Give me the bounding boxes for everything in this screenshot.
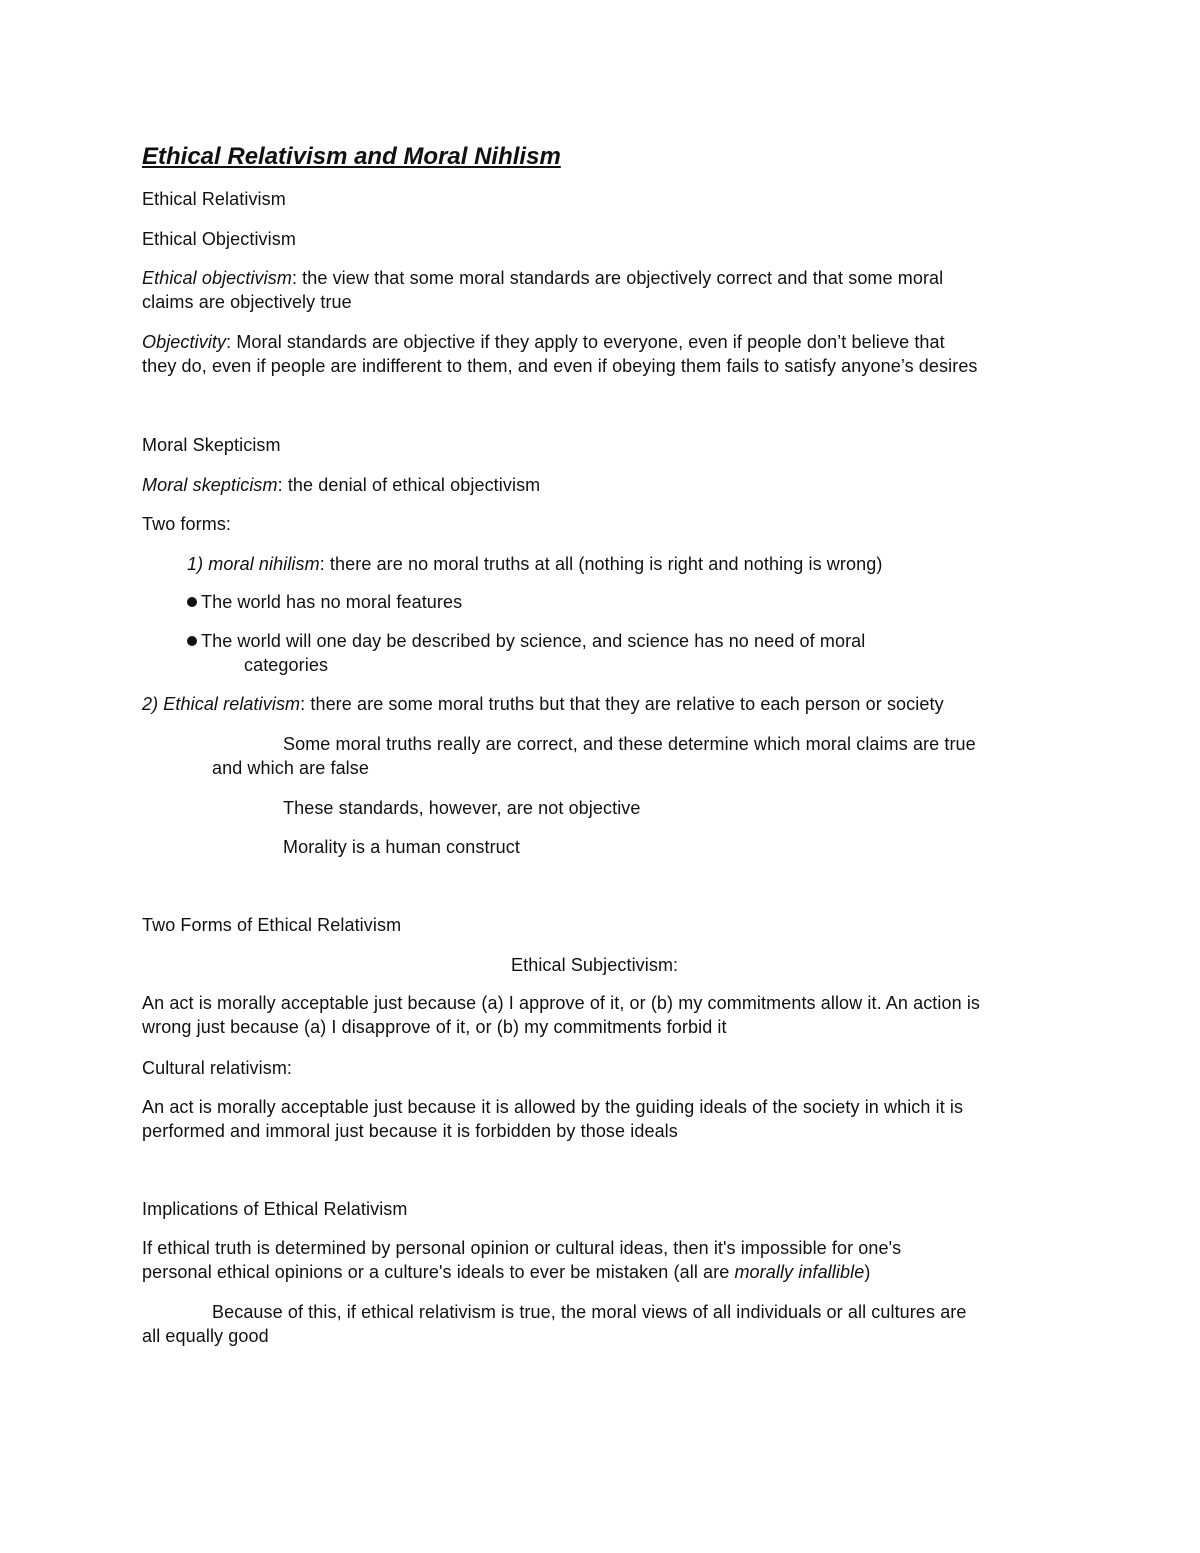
nihilism-definition: 1) moral nihilism: there are no moral truths at all (nothing is right and nothing is wrong) xyxy=(187,554,883,574)
term-moral-nihilism: 1) moral nihilism xyxy=(187,554,320,574)
bullet-item-2: The world will one day be described by science, and science has no need of moral xyxy=(187,629,865,653)
relativism-point-2: These standards, however, are not objective xyxy=(283,798,641,818)
implications-line-1: If ethical truth is determined by personal opinion or cultural ideas, then it's impossible for one's xyxy=(142,1238,902,1258)
heading-moral-skepticism: Moral Skepticism xyxy=(142,435,281,455)
term-ethical-relativism: 2) Ethical relativism xyxy=(142,694,301,714)
objectivity-definition-line-2: they do, even if people are indifferent to them, and even if obeying them fails to satisfy anyone’s desires xyxy=(142,356,978,376)
bullet-item-1: The world has no moral features xyxy=(187,590,462,614)
skepticism-definition: Moral skepticism: the denial of ethical objectivism xyxy=(142,475,541,495)
because-line-2: all equally good xyxy=(142,1326,269,1346)
bullet-icon xyxy=(187,636,197,646)
document-title: Ethical Relativism and Moral Nihlism xyxy=(142,143,561,170)
term-morally-infallible: morally infallible xyxy=(734,1262,865,1282)
term-moral-skepticism: Moral skepticism xyxy=(142,475,278,495)
subheading-cultural-relativism: Cultural relativism: xyxy=(142,1058,293,1078)
because-line-1: Because of this, if ethical relativism is true, the moral views of all individuals or all cultures are xyxy=(212,1302,967,1322)
implications-line-2: personal ethical opinions or a culture's ideals to ever be mistaken (all are morally infallible) xyxy=(142,1262,871,1282)
heading-two-forms-relativism: Two Forms of Ethical Relativism xyxy=(142,915,402,935)
term-objectivity: Objectivity xyxy=(142,332,227,352)
objectivism-definition-line-1: Ethical objectivism: the view that some moral standards are objectively correct and that some moral xyxy=(142,268,944,288)
cultural-definition-line-1: An act is morally acceptable just because it is allowed by the guiding ideals of the society in which it is xyxy=(142,1097,964,1117)
term-ethical-objectivism: Ethical objectivism xyxy=(142,268,292,288)
heading-implications: Implications of Ethical Relativism xyxy=(142,1199,408,1219)
relativism-point-3: Morality is a human construct xyxy=(283,837,520,857)
subjectivism-definition-line-2: wrong just because (a) I disapprove of it, or (b) my commitments forbid it xyxy=(142,1017,727,1037)
relativism-point-1: Some moral truths really are correct, and these determine which moral claims are true xyxy=(283,734,976,754)
heading-ethical-objectivism: Ethical Objectivism xyxy=(142,229,296,249)
cultural-definition-line-2: performed and immoral just because it is forbidden by those ideals xyxy=(142,1121,678,1141)
subjectivism-definition-line-1: An act is morally acceptable just because (a) I approve of it, or (b) my commitments allow it. An action is xyxy=(142,993,981,1013)
objectivity-definition-line-1: Objectivity: Moral standards are objective if they apply to everyone, even if people don’t believe that xyxy=(142,332,945,352)
bullet-item-2-continued: categories xyxy=(244,655,329,675)
relativism-point-1-continued: and which are false xyxy=(212,758,369,778)
bullet-icon xyxy=(187,597,197,607)
heading-ethical-relativism: Ethical Relativism xyxy=(142,189,286,209)
relativism-definition: 2) Ethical relativism: there are some moral truths but that they are relative to each person or society xyxy=(142,694,944,714)
subheading-ethical-subjectivism: Ethical Subjectivism: xyxy=(511,955,679,975)
objectivism-definition-line-2: claims are objectively true xyxy=(142,292,352,312)
two-forms-label: Two forms: xyxy=(142,514,232,534)
